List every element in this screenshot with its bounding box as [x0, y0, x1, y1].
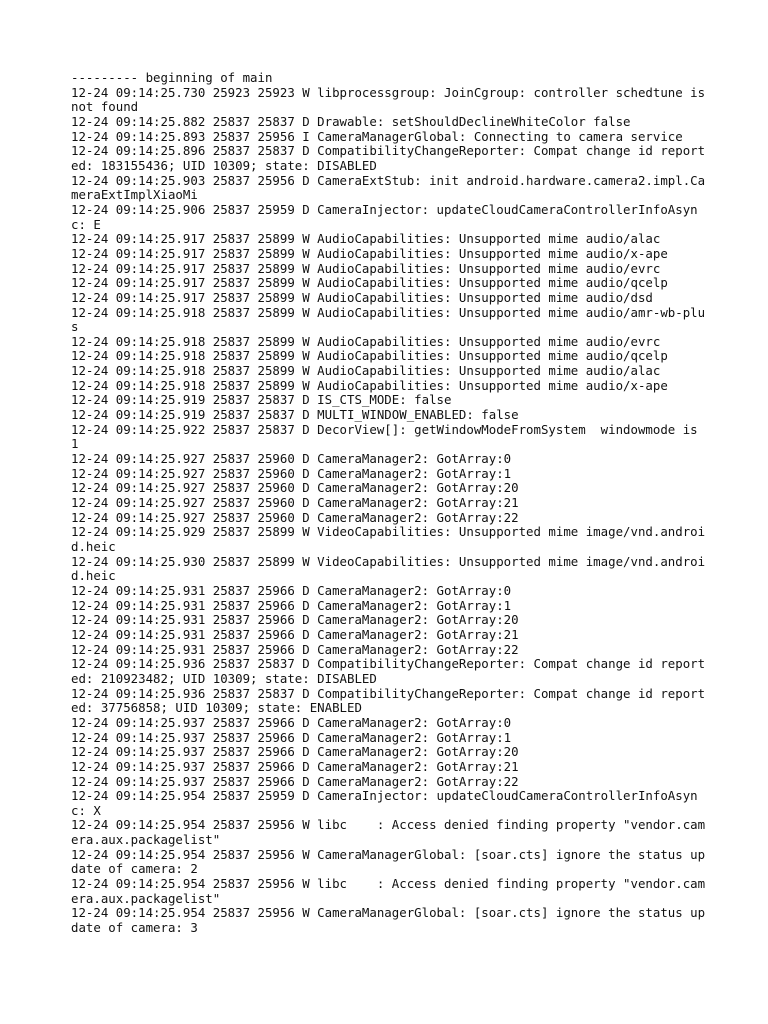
log-line: 12-24 09:14:25.927 25837 25960 D CameraManager2: GotArray:22: [71, 509, 519, 525]
log-line: 12-24 09:14:25.918 25837 25899 W AudioCapabilities: Unsupported mime audio/qcelp: [71, 348, 668, 364]
log-line: 12-24 09:14:25.918 25837 25899 W AudioCapabilities: Unsupported mime audio/evrc: [71, 333, 661, 349]
log-line: 12-24 09:14:25.937 25837 25966 D CameraManager2: GotArray:1: [71, 729, 512, 745]
log-line: --------- beginning of main: [71, 70, 273, 85]
log-line: 12-24 09:14:25.917 25837 25899 W AudioCapabilities: Unsupported mime audio/alac: [71, 231, 661, 247]
log-output: [71, 71, 711, 936]
log-line: 12-24 09:14:25.917 25837 25899 W AudioCapabilities: Unsupported mime audio/qcelp: [71, 275, 668, 291]
log-line: 12-24 09:14:25.931 25837 25966 D CameraManager2: GotArray:22: [71, 641, 519, 657]
log-line: 12-24 09:14:25.954 25837 25956 W CameraManagerGlobal: [soar.cts] ignore the status update of camera: 3: [71, 905, 706, 936]
log-line: 12-24 09:14:25.927 25837 25960 D CameraManager2: GotArray:21: [71, 495, 519, 511]
log-line: 12-24 09:14:25.936 25837 25837 D CompatibilityChangeReporter: Compat change id reported: 37756858; UID 10309; state: ENABLED: [71, 685, 706, 716]
log-line: 12-24 09:14:25.954 25837 25956 W libc : Access denied finding property "vendor.camera.aux.packagelist": [71, 817, 706, 848]
log-line: 12-24 09:14:25.929 25837 25899 W VideoCapabilities: Unsupported mime image/vnd.android.heic: [71, 524, 706, 554]
log-line: 12-24 09:14:25.906 25837 25959 D CameraInjector: updateCloudCameraControllerInfoAsync: E: [71, 201, 698, 232]
log-line: 12-24 09:14:25.917 25837 25899 W AudioCapabilities: Unsupported mime audio/dsd: [71, 289, 653, 305]
log-line: 12-24 09:14:25.931 25837 25966 D CameraManager2: GotArray:0: [71, 582, 512, 598]
log-line: 12-24 09:14:25.927 25837 25960 D CameraManager2: GotArray:20: [71, 480, 519, 496]
log-line: 12-24 09:14:25.918 25837 25899 W AudioCapabilities: Unsupported mime audio/alac: [71, 363, 661, 379]
log-line: 12-24 09:14:25.896 25837 25837 D CompatibilityChangeReporter: Compat change id reported: 183155436; UID 10309; state: DISABLED: [71, 143, 706, 173]
log-line: 12-24 09:14:25.882 25837 25837 D Drawable: setShouldDeclineWhiteColor false: [71, 113, 631, 129]
log-line: 12-24 09:14:25.937 25837 25966 D CameraManager2: GotArray:0: [71, 714, 512, 730]
log-line: 12-24 09:14:25.927 25837 25960 D CameraManager2: GotArray:0: [71, 451, 512, 467]
log-line: 12-24 09:14:25.931 25837 25966 D CameraManager2: GotArray:20: [71, 612, 519, 628]
log-line: 12-24 09:14:25.893 25837 25956 I CameraManagerGlobal: Connecting to camera service: [71, 128, 683, 144]
log-line: 12-24 09:14:25.919 25837 25837 D MULTI_WINDOW_ENABLED: false: [71, 407, 519, 423]
log-line: 12-24 09:14:25.931 25837 25966 D CameraManager2: GotArray:1: [71, 597, 512, 613]
log-line: 12-24 09:14:25.918 25837 25899 W AudioCapabilities: Unsupported mime audio/x-ape: [71, 377, 668, 393]
log-line: 12-24 09:14:25.927 25837 25960 D CameraManager2: GotArray:1: [71, 465, 512, 481]
log-line: 12-24 09:14:25.954 25837 25959 D CameraInjector: updateCloudCameraControllerInfoAsync: X: [71, 788, 698, 818]
log-line: 12-24 09:14:25.937 25837 25966 D CameraManager2: GotArray:22: [71, 773, 519, 789]
log-line: 12-24 09:14:25.936 25837 25837 D CompatibilityChangeReporter: Compat change id reported: 210923482; UID 10309; state: DISABLED: [71, 656, 706, 686]
log-line: 12-24 09:14:25.917 25837 25899 W AudioCapabilities: Unsupported mime audio/x-ape: [71, 245, 668, 261]
log-line: 12-24 09:14:25.919 25837 25837 D IS_CTS_MODE: false: [71, 392, 452, 408]
log-line: 12-24 09:14:25.922 25837 25837 D DecorView[]: getWindowModeFromSystem windowmode is 1: [71, 421, 706, 452]
log-line: 12-24 09:14:25.937 25837 25966 D CameraManager2: GotArray:21: [71, 758, 519, 774]
log-line: 12-24 09:14:25.903 25837 25956 D CameraExtStub: init android.hardware.camera2.impl.CameraExtImplXiaoMi: [71, 172, 706, 203]
log-line: 12-24 09:14:25.931 25837 25966 D CameraManager2: GotArray:21: [71, 626, 519, 642]
log-line: 12-24 09:14:25.918 25837 25899 W AudioCapabilities: Unsupported mime audio/amr-wb-plus: [71, 304, 706, 335]
log-line: 12-24 09:14:25.730 25923 25923 W libprocessgroup: JoinCgroup: controller schedtune is not found: [71, 84, 713, 115]
log-line: 12-24 09:14:25.954 25837 25956 W CameraManagerGlobal: [soar.cts] ignore the status update of camera: 2: [71, 846, 706, 877]
log-line: 12-24 09:14:25.930 25837 25899 W VideoCapabilities: Unsupported mime image/vnd.android.heic: [71, 553, 706, 584]
log-line: 12-24 09:14:25.937 25837 25966 D CameraManager2: GotArray:20: [71, 744, 519, 760]
log-line: 12-24 09:14:25.917 25837 25899 W AudioCapabilities: Unsupported mime audio/evrc: [71, 260, 661, 276]
log-line: 12-24 09:14:25.954 25837 25956 W libc : Access denied finding property "vendor.camera.aux.packagelist": [71, 876, 706, 906]
